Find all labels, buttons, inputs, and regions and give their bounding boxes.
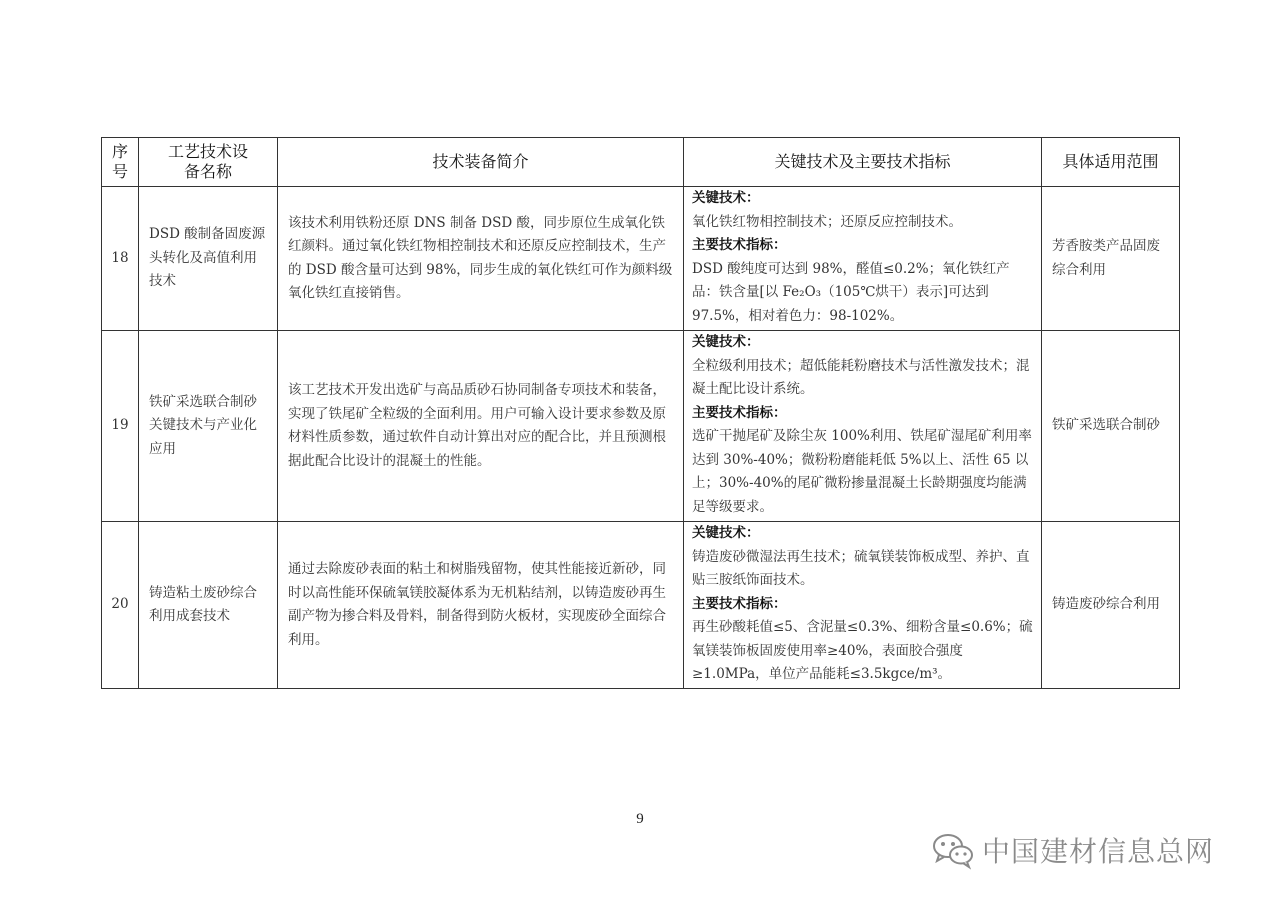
watermark-text: 中国建材信息总网 [982, 835, 1215, 868]
header-scope: 具体适用范围 [1042, 138, 1180, 187]
row-scope: 芳香胺类产品固废综合利用 [1042, 187, 1180, 331]
row-scope: 铸造废砂综合利用 [1042, 522, 1180, 689]
table-row [102, 187, 1180, 331]
row-intro: 通过去除废砂表面的粘土和树脂残留物，使其性能接近新砂，同时以高性能环保硫氧镁胶凝体系为无机粘结剂，以铸造废砂再生副产物为掺合料及骨料，制备得到防火板材，实现废砂全面综合利用。 [278, 522, 684, 689]
row-scope: 铁矿采选联合制砂 [1042, 331, 1180, 522]
wechat-icon [930, 830, 976, 870]
header-key: 关键技术及主要技术指标 [684, 138, 1042, 187]
header-intro: 技术装备简介 [278, 138, 684, 187]
row-name: DSD 酸制备固废源头转化及高值利用技术 [139, 187, 278, 331]
key-tech-label: 关键技术： [692, 334, 760, 350]
indicator-text: DSD 酸纯度可达到 98%，醛值≤0.2%；氧化铁红产品：铁含量[以 Fe₂O₃（105℃烘干）表示]可达到 97.5%，相对着色力：98-102%。 [692, 260, 1010, 324]
indicator-label: 主要技术指标： [692, 237, 787, 253]
row-intro: 该技术利用铁粉还原 DNS 制备 DSD 酸，同步原位生成氧化铁红颜料。通过氧化铁红物相控制技术和还原反应控制技术，生产的 DSD 酸含量可达到 98%，同步生成的氧化铁红可作为颜料级氧化铁红直接销售。 [278, 187, 684, 331]
key-tech-text: 全粒级利用技术；超低能耗粉磨技术与活性激发技术；混凝土配比设计系统。 [692, 357, 1030, 397]
header-name: 工艺技术设备名称 [139, 138, 278, 187]
key-tech-label: 关键技术： [692, 525, 760, 541]
header-seq: 序号 [102, 138, 139, 187]
indicator-text: 再生砂酸耗值≤5、含泥量≤0.3%、细粉含量≤0.6%；硫氧镁装饰板固废使用率≥40%，表面胶合强度≥1.0MPa，单位产品能耗≤3.5kgce/m³。 [692, 619, 1033, 682]
key-tech-text: 氧化铁红物相控制技术；还原反应控制技术。 [692, 213, 962, 230]
technology-table [101, 137, 1180, 689]
key-tech-text: 铸造废砂微湿法再生技术；硫氧镁装饰板成型、养护、直贴三胺纸饰面技术。 [692, 548, 1030, 588]
table-row [102, 522, 1180, 689]
row-seq: 20 [102, 522, 139, 689]
indicator-text: 选矿干抛尾矿及除尘灰 100%利用、铁尾矿湿尾矿利用率达到 30%-40%；微粉粉磨能耗低 5%以上、活性 65 以上；30%-40%的尾矿微粉掺量混凝土长龄期强度均能满足等级要求。 [692, 428, 1032, 515]
row-intro: 该工艺技术开发出选矿与高品质砂石协同制备专项技术和装备，实现了铁尾矿全粒级的全面利用。用户可输入设计要求参数及原材料性质参数，通过软件自动计算出对应的配合比，并且预测根据此配合比设计的混凝土的性能。 [278, 331, 684, 522]
table-header-row [102, 138, 1180, 187]
row-seq: 18 [102, 187, 139, 331]
watermark [930, 830, 1214, 870]
row-name: 铸造粘土废砂综合利用成套技术 [139, 522, 278, 689]
row-key-indicators [684, 331, 1042, 522]
key-tech-label: 关键技术： [692, 190, 760, 206]
row-key-indicators [684, 187, 1042, 331]
table-row [102, 331, 1180, 522]
indicator-label: 主要技术指标： [692, 404, 787, 421]
row-key-indicators [684, 522, 1042, 689]
page-number: 9 [636, 811, 644, 827]
indicator-label: 主要技术指标： [692, 595, 787, 612]
row-name: 铁矿采选联合制砂关键技术与产业化应用 [139, 331, 278, 522]
row-seq: 19 [102, 331, 139, 522]
